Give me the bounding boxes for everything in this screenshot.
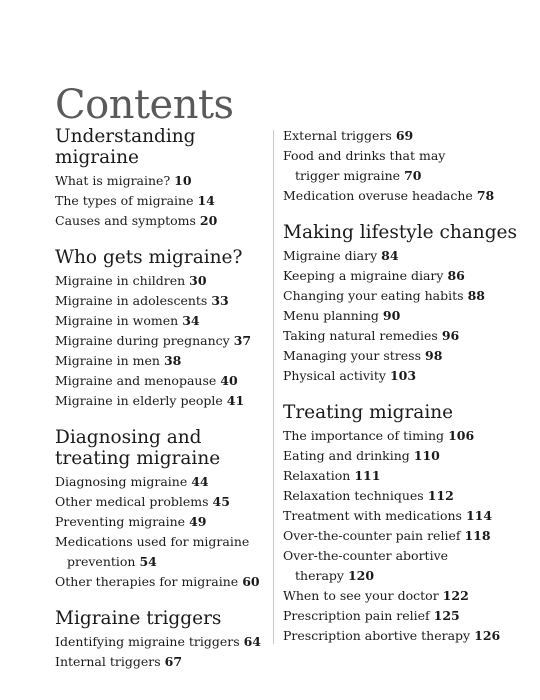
section-title: Diagnosing and treating migraine bbox=[55, 427, 221, 469]
entry-title: Migraine diary bbox=[283, 248, 378, 263]
section-title: Who gets migraine? bbox=[55, 247, 243, 268]
entry-title: Medication overuse headache bbox=[283, 188, 473, 203]
page-number: 34 bbox=[182, 313, 200, 328]
entry-title: Migraine in men bbox=[55, 353, 160, 368]
toc-entry[interactable] bbox=[55, 652, 265, 672]
page-number: 88 bbox=[467, 288, 485, 303]
toc-entry[interactable] bbox=[283, 586, 523, 606]
page-number: 106 bbox=[448, 428, 475, 443]
page-number: 98 bbox=[425, 348, 443, 363]
entry-title: Identifying migraine triggers bbox=[55, 634, 240, 649]
entry-title: Migraine in women bbox=[55, 313, 179, 328]
toc-entry[interactable] bbox=[55, 291, 265, 311]
toc-entry[interactable] bbox=[55, 371, 265, 391]
page-number: 64 bbox=[243, 634, 262, 649]
section-title: Understanding migraine bbox=[55, 126, 196, 168]
toc-section bbox=[283, 402, 523, 646]
toc-entry[interactable] bbox=[55, 351, 265, 371]
contents-left-column bbox=[55, 126, 265, 688]
toc-entry[interactable] bbox=[283, 546, 523, 586]
page-number: 122 bbox=[442, 588, 469, 603]
entry-title: Physical activity bbox=[283, 368, 386, 383]
page-number: 14 bbox=[197, 193, 215, 208]
entry-title: Migraine in elderly people bbox=[55, 393, 223, 408]
entry-title: Prescription abortive therapy bbox=[283, 628, 471, 643]
toc-entry[interactable] bbox=[283, 346, 523, 366]
entry-title: Changing your eating habits bbox=[283, 288, 464, 303]
entry-title: Migraine during pregnancy bbox=[55, 333, 230, 348]
page-number: 10 bbox=[174, 173, 192, 188]
toc-entry[interactable] bbox=[55, 171, 265, 191]
toc-entry[interactable] bbox=[283, 626, 523, 646]
page-number: 49 bbox=[189, 514, 207, 529]
toc-entry[interactable] bbox=[55, 271, 265, 291]
page-number: 96 bbox=[441, 328, 460, 343]
toc-entry[interactable] bbox=[283, 286, 523, 306]
toc-entry[interactable] bbox=[283, 326, 523, 346]
page-number: 112 bbox=[427, 488, 454, 503]
entry-title: Menu planning bbox=[283, 308, 379, 323]
entry-title: Eating and drinking bbox=[283, 448, 410, 463]
page-number: 125 bbox=[433, 608, 460, 623]
toc-entry[interactable] bbox=[283, 126, 523, 146]
page-number: 44 bbox=[191, 474, 209, 489]
toc-entry[interactable] bbox=[55, 492, 265, 512]
page-number: 60 bbox=[242, 574, 260, 589]
page-number: 111 bbox=[354, 468, 381, 483]
page-number: 103 bbox=[389, 368, 417, 383]
toc-entry[interactable] bbox=[283, 246, 523, 266]
toc-entry[interactable] bbox=[55, 331, 265, 351]
page-number: 120 bbox=[347, 568, 375, 583]
toc-entry[interactable] bbox=[283, 606, 523, 626]
toc-entry[interactable] bbox=[283, 186, 523, 206]
toc-entry[interactable] bbox=[55, 632, 265, 652]
page-number: 86 bbox=[447, 268, 465, 283]
entry-title: Treatment with medications bbox=[283, 508, 462, 523]
contents-right-column bbox=[283, 126, 523, 662]
toc-section bbox=[55, 608, 265, 672]
entry-title: Keeping a migraine diary bbox=[283, 268, 444, 283]
toc-entry[interactable] bbox=[283, 426, 523, 446]
entry-title: Over-the-counter pain relief bbox=[283, 528, 461, 543]
entry-title: The importance of timing bbox=[283, 428, 445, 443]
entry-title: Migraine and menopause bbox=[55, 373, 217, 388]
section-title: Treating migraine bbox=[283, 402, 454, 423]
entry-title: Internal triggers bbox=[55, 654, 161, 669]
toc-entry[interactable] bbox=[283, 266, 523, 286]
entry-title: Migraine in children bbox=[55, 273, 186, 288]
toc-section bbox=[283, 126, 523, 206]
page-number: 30 bbox=[189, 273, 207, 288]
entry-title: Migraine in adolescents bbox=[55, 293, 208, 308]
entry-title: Food and drinks that may bbox=[283, 148, 446, 163]
page-number: 38 bbox=[163, 353, 182, 368]
page-number: 69 bbox=[395, 128, 414, 143]
entry-title: The types of migraine bbox=[55, 193, 194, 208]
page-number: 54 bbox=[139, 554, 157, 569]
entry-title: External triggers bbox=[283, 128, 392, 143]
toc-entry[interactable] bbox=[283, 506, 523, 526]
column-divider bbox=[273, 130, 274, 644]
toc-entry[interactable] bbox=[55, 311, 265, 331]
page-number: 41 bbox=[226, 393, 245, 408]
page-number: 45 bbox=[212, 494, 230, 509]
entry-title: What is migraine? bbox=[55, 173, 171, 188]
toc-entry[interactable] bbox=[55, 512, 265, 532]
entry-title: Managing your stress bbox=[283, 348, 422, 363]
entry-title-continuation: prevention 54 bbox=[67, 554, 157, 569]
entry-title: Medications used for migraine bbox=[55, 534, 250, 549]
page-number: 114 bbox=[465, 508, 493, 523]
entry-title-continuation: trigger migraine 70 bbox=[295, 168, 422, 183]
toc-section bbox=[55, 247, 265, 411]
page-number: 84 bbox=[381, 248, 399, 263]
toc-entry[interactable] bbox=[55, 572, 265, 592]
entry-title: Taking natural remedies bbox=[283, 328, 438, 343]
entry-title: When to see your doctor bbox=[283, 588, 439, 603]
entry-title: Prescription pain relief bbox=[283, 608, 430, 623]
page-number: 70 bbox=[404, 168, 422, 183]
page-number: 20 bbox=[199, 213, 218, 228]
entry-title: Diagnosing migraine bbox=[55, 474, 188, 489]
entry-title: Other medical problems bbox=[55, 494, 209, 509]
toc-entry[interactable] bbox=[283, 366, 523, 386]
toc-entry[interactable] bbox=[283, 306, 523, 326]
page-number: 126 bbox=[474, 628, 501, 643]
page-number: 118 bbox=[464, 528, 491, 543]
toc-entry[interactable] bbox=[283, 146, 523, 186]
toc-entry[interactable] bbox=[283, 526, 523, 546]
section-title: Making lifestyle changes bbox=[283, 222, 517, 243]
entry-title: Causes and symptoms bbox=[55, 213, 196, 228]
page-number: 67 bbox=[164, 654, 183, 669]
toc-entry[interactable] bbox=[55, 191, 265, 211]
section-title: Migraine triggers bbox=[55, 608, 222, 629]
entry-title: Over-the-counter abortive bbox=[283, 548, 449, 563]
toc-entry[interactable] bbox=[55, 391, 265, 411]
toc-entry[interactable] bbox=[55, 472, 265, 492]
toc-section bbox=[55, 427, 265, 592]
toc-entry[interactable] bbox=[283, 466, 523, 486]
entry-title-continuation: therapy 120 bbox=[295, 568, 375, 583]
toc-entry[interactable] bbox=[283, 446, 523, 466]
page-number: 90 bbox=[382, 308, 401, 323]
page-number: 110 bbox=[413, 448, 440, 463]
toc-section bbox=[283, 222, 523, 386]
toc-entry[interactable] bbox=[283, 486, 523, 506]
page-number: 78 bbox=[476, 188, 495, 203]
toc-entry[interactable] bbox=[55, 532, 265, 572]
entry-title: Preventing migraine bbox=[55, 514, 186, 529]
toc-entry[interactable] bbox=[55, 211, 265, 231]
entry-title: Other therapies for migraine bbox=[55, 574, 239, 589]
page-number: 40 bbox=[220, 373, 238, 388]
entry-title: Relaxation bbox=[283, 468, 351, 483]
toc-section bbox=[55, 126, 265, 231]
page-title: Contents bbox=[55, 81, 234, 128]
page-number: 37 bbox=[233, 333, 252, 348]
page-number: 33 bbox=[211, 293, 229, 308]
entry-title: Relaxation techniques bbox=[283, 488, 424, 503]
